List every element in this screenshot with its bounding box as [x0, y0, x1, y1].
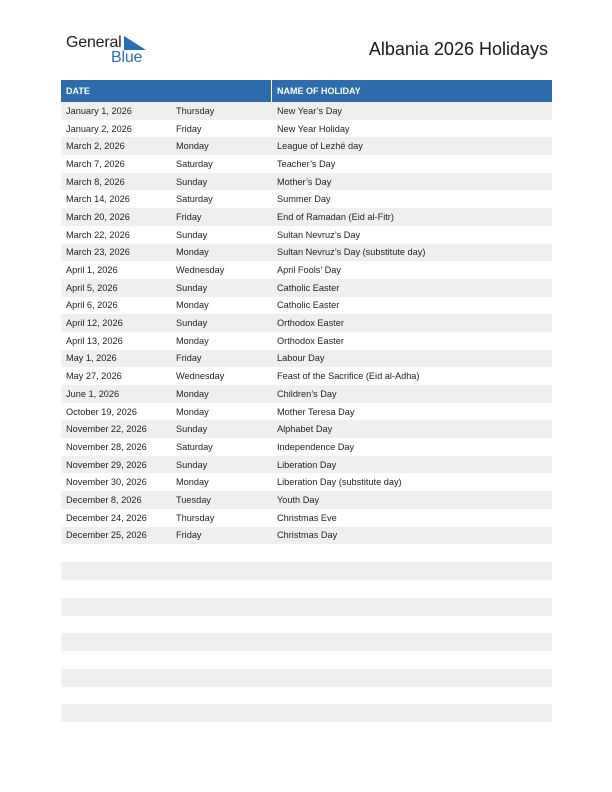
holiday-name: League of Lezhë day	[277, 141, 363, 152]
table-row	[61, 527, 552, 545]
holiday-weekday: Monday	[176, 141, 209, 152]
holiday-date: November 28, 2026	[66, 441, 147, 452]
holiday-name: Children’s Day	[277, 388, 337, 399]
logo-triangle-icon	[124, 36, 146, 50]
table-row	[61, 385, 552, 403]
table-row	[61, 420, 552, 438]
holiday-weekday: Monday	[176, 477, 209, 488]
page-title: Albania 2026 Holidays	[368, 39, 548, 59]
holiday-weekday: Monday	[176, 335, 209, 346]
table-row	[61, 473, 552, 491]
holiday-name: Orthodox Easter	[277, 335, 344, 346]
table-row	[61, 314, 552, 332]
holiday-name: End of Ramadan (Eid al-Fitr)	[277, 211, 394, 222]
holiday-weekday: Saturday	[176, 441, 213, 452]
holiday-weekday: Tuesday	[176, 494, 211, 505]
table-row	[61, 226, 552, 244]
table-row	[61, 244, 552, 262]
holiday-name: Liberation Day	[277, 459, 337, 470]
holiday-date: December 8, 2026	[66, 494, 142, 505]
holiday-name: Feast of the Sacrifice (Eid al-Adha)	[277, 371, 420, 382]
holiday-weekday: Wednesday	[176, 265, 225, 276]
empty-row-band	[61, 598, 552, 616]
holiday-weekday: Wednesday	[176, 371, 225, 382]
holiday-weekday: Sunday	[176, 176, 208, 187]
holiday-name: Alphabet Day	[277, 424, 333, 435]
holiday-date: March 23, 2026	[66, 247, 130, 258]
table-row	[61, 403, 552, 421]
holiday-name: Mother Teresa Day	[277, 406, 355, 417]
holiday-weekday: Sunday	[176, 459, 208, 470]
table-row	[61, 279, 552, 297]
table-row	[61, 456, 552, 474]
table-row	[61, 367, 552, 385]
holiday-name: Catholic Easter	[277, 300, 340, 311]
holiday-name: April Fools’ Day	[277, 265, 341, 276]
column-header-name: NAME OF HOLIDAY	[277, 86, 361, 96]
holiday-weekday: Friday	[176, 353, 202, 364]
holiday-name: Mother’s Day	[277, 176, 332, 187]
holiday-date: March 7, 2026	[66, 158, 125, 169]
holiday-weekday: Friday	[176, 530, 202, 541]
holiday-date: April 5, 2026	[66, 282, 118, 293]
table-row	[61, 155, 552, 173]
empty-row-band	[61, 633, 552, 651]
holiday-weekday: Sunday	[176, 282, 208, 293]
holiday-date: October 19, 2026	[66, 406, 137, 417]
holiday-name: Orthodox Easter	[277, 318, 344, 329]
logo-text-general: General	[66, 34, 122, 51]
holiday-weekday: Friday	[176, 123, 202, 134]
holiday-name: Catholic Easter	[277, 282, 340, 293]
table-header	[61, 80, 552, 102]
holiday-date: November 29, 2026	[66, 459, 147, 470]
table-body	[61, 102, 552, 544]
column-header-date: DATE	[66, 86, 90, 96]
empty-row-band	[61, 562, 552, 580]
table-row	[61, 137, 552, 155]
holiday-date: March 2, 2026	[66, 141, 125, 152]
holiday-name: Independence Day	[277, 441, 355, 452]
generalblue-logo	[66, 34, 156, 68]
holiday-weekday: Monday	[176, 388, 209, 399]
table-row	[61, 332, 552, 350]
holiday-date: March 8, 2026	[66, 176, 125, 187]
holiday-name: Summer Day	[277, 194, 331, 205]
table-row	[61, 350, 552, 368]
holiday-weekday: Sunday	[176, 424, 208, 435]
table-row	[61, 438, 552, 456]
table-row	[61, 297, 552, 315]
table-row	[61, 208, 552, 226]
holiday-date: March 20, 2026	[66, 211, 130, 222]
logo-text-blue: Blue	[111, 49, 143, 66]
holiday-weekday: Monday	[176, 247, 209, 258]
holiday-weekday: Sunday	[176, 229, 208, 240]
table-row	[61, 509, 552, 527]
holiday-date: June 1, 2026	[66, 388, 120, 399]
holiday-date: December 24, 2026	[66, 512, 147, 523]
holiday-date: May 1, 2026	[66, 353, 117, 364]
holiday-date: April 1, 2026	[66, 265, 118, 276]
holiday-name: Christmas Day	[277, 530, 338, 541]
holiday-name: Liberation Day (substitute day)	[277, 477, 402, 488]
holiday-weekday: Friday	[176, 211, 202, 222]
table-row	[61, 491, 552, 509]
holiday-date: January 1, 2026	[66, 105, 132, 116]
holiday-weekday: Monday	[176, 300, 209, 311]
table-row	[61, 102, 552, 120]
holiday-name: Sultan Nevruz’s Day (substitute day)	[277, 247, 426, 258]
holiday-weekday: Thursday	[176, 105, 215, 116]
holiday-table	[61, 80, 552, 544]
holiday-date: April 13, 2026	[66, 335, 123, 346]
holiday-date: January 2, 2026	[66, 123, 132, 134]
holiday-weekday: Sunday	[176, 318, 208, 329]
empty-row-band	[61, 704, 552, 722]
holiday-name: Sultan Nevruz’s Day	[277, 229, 361, 240]
holiday-date: May 27, 2026	[66, 371, 122, 382]
holiday-name: Labour Day	[277, 353, 325, 364]
table-row	[61, 120, 552, 138]
empty-row-band	[61, 669, 552, 687]
table-row	[61, 173, 552, 191]
holiday-weekday: Saturday	[176, 194, 213, 205]
holiday-weekday: Thursday	[176, 512, 215, 523]
holiday-date: March 14, 2026	[66, 194, 130, 205]
table-row	[61, 190, 552, 208]
holiday-date: November 22, 2026	[66, 424, 147, 435]
holiday-weekday: Monday	[176, 406, 209, 417]
holiday-name: New Year’s Day	[277, 105, 343, 116]
holiday-name: New Year Holiday	[277, 123, 350, 134]
holiday-weekday: Saturday	[176, 158, 213, 169]
holiday-name: Christmas Eve	[277, 512, 337, 523]
table-row	[61, 261, 552, 279]
holiday-date: November 30, 2026	[66, 477, 147, 488]
holiday-date: April 6, 2026	[66, 300, 118, 311]
holiday-date: March 22, 2026	[66, 229, 130, 240]
holiday-name: Youth Day	[277, 494, 320, 505]
holiday-date: April 12, 2026	[66, 318, 123, 329]
holiday-date: December 25, 2026	[66, 530, 147, 541]
holiday-name: Teacher’s Day	[277, 158, 336, 169]
